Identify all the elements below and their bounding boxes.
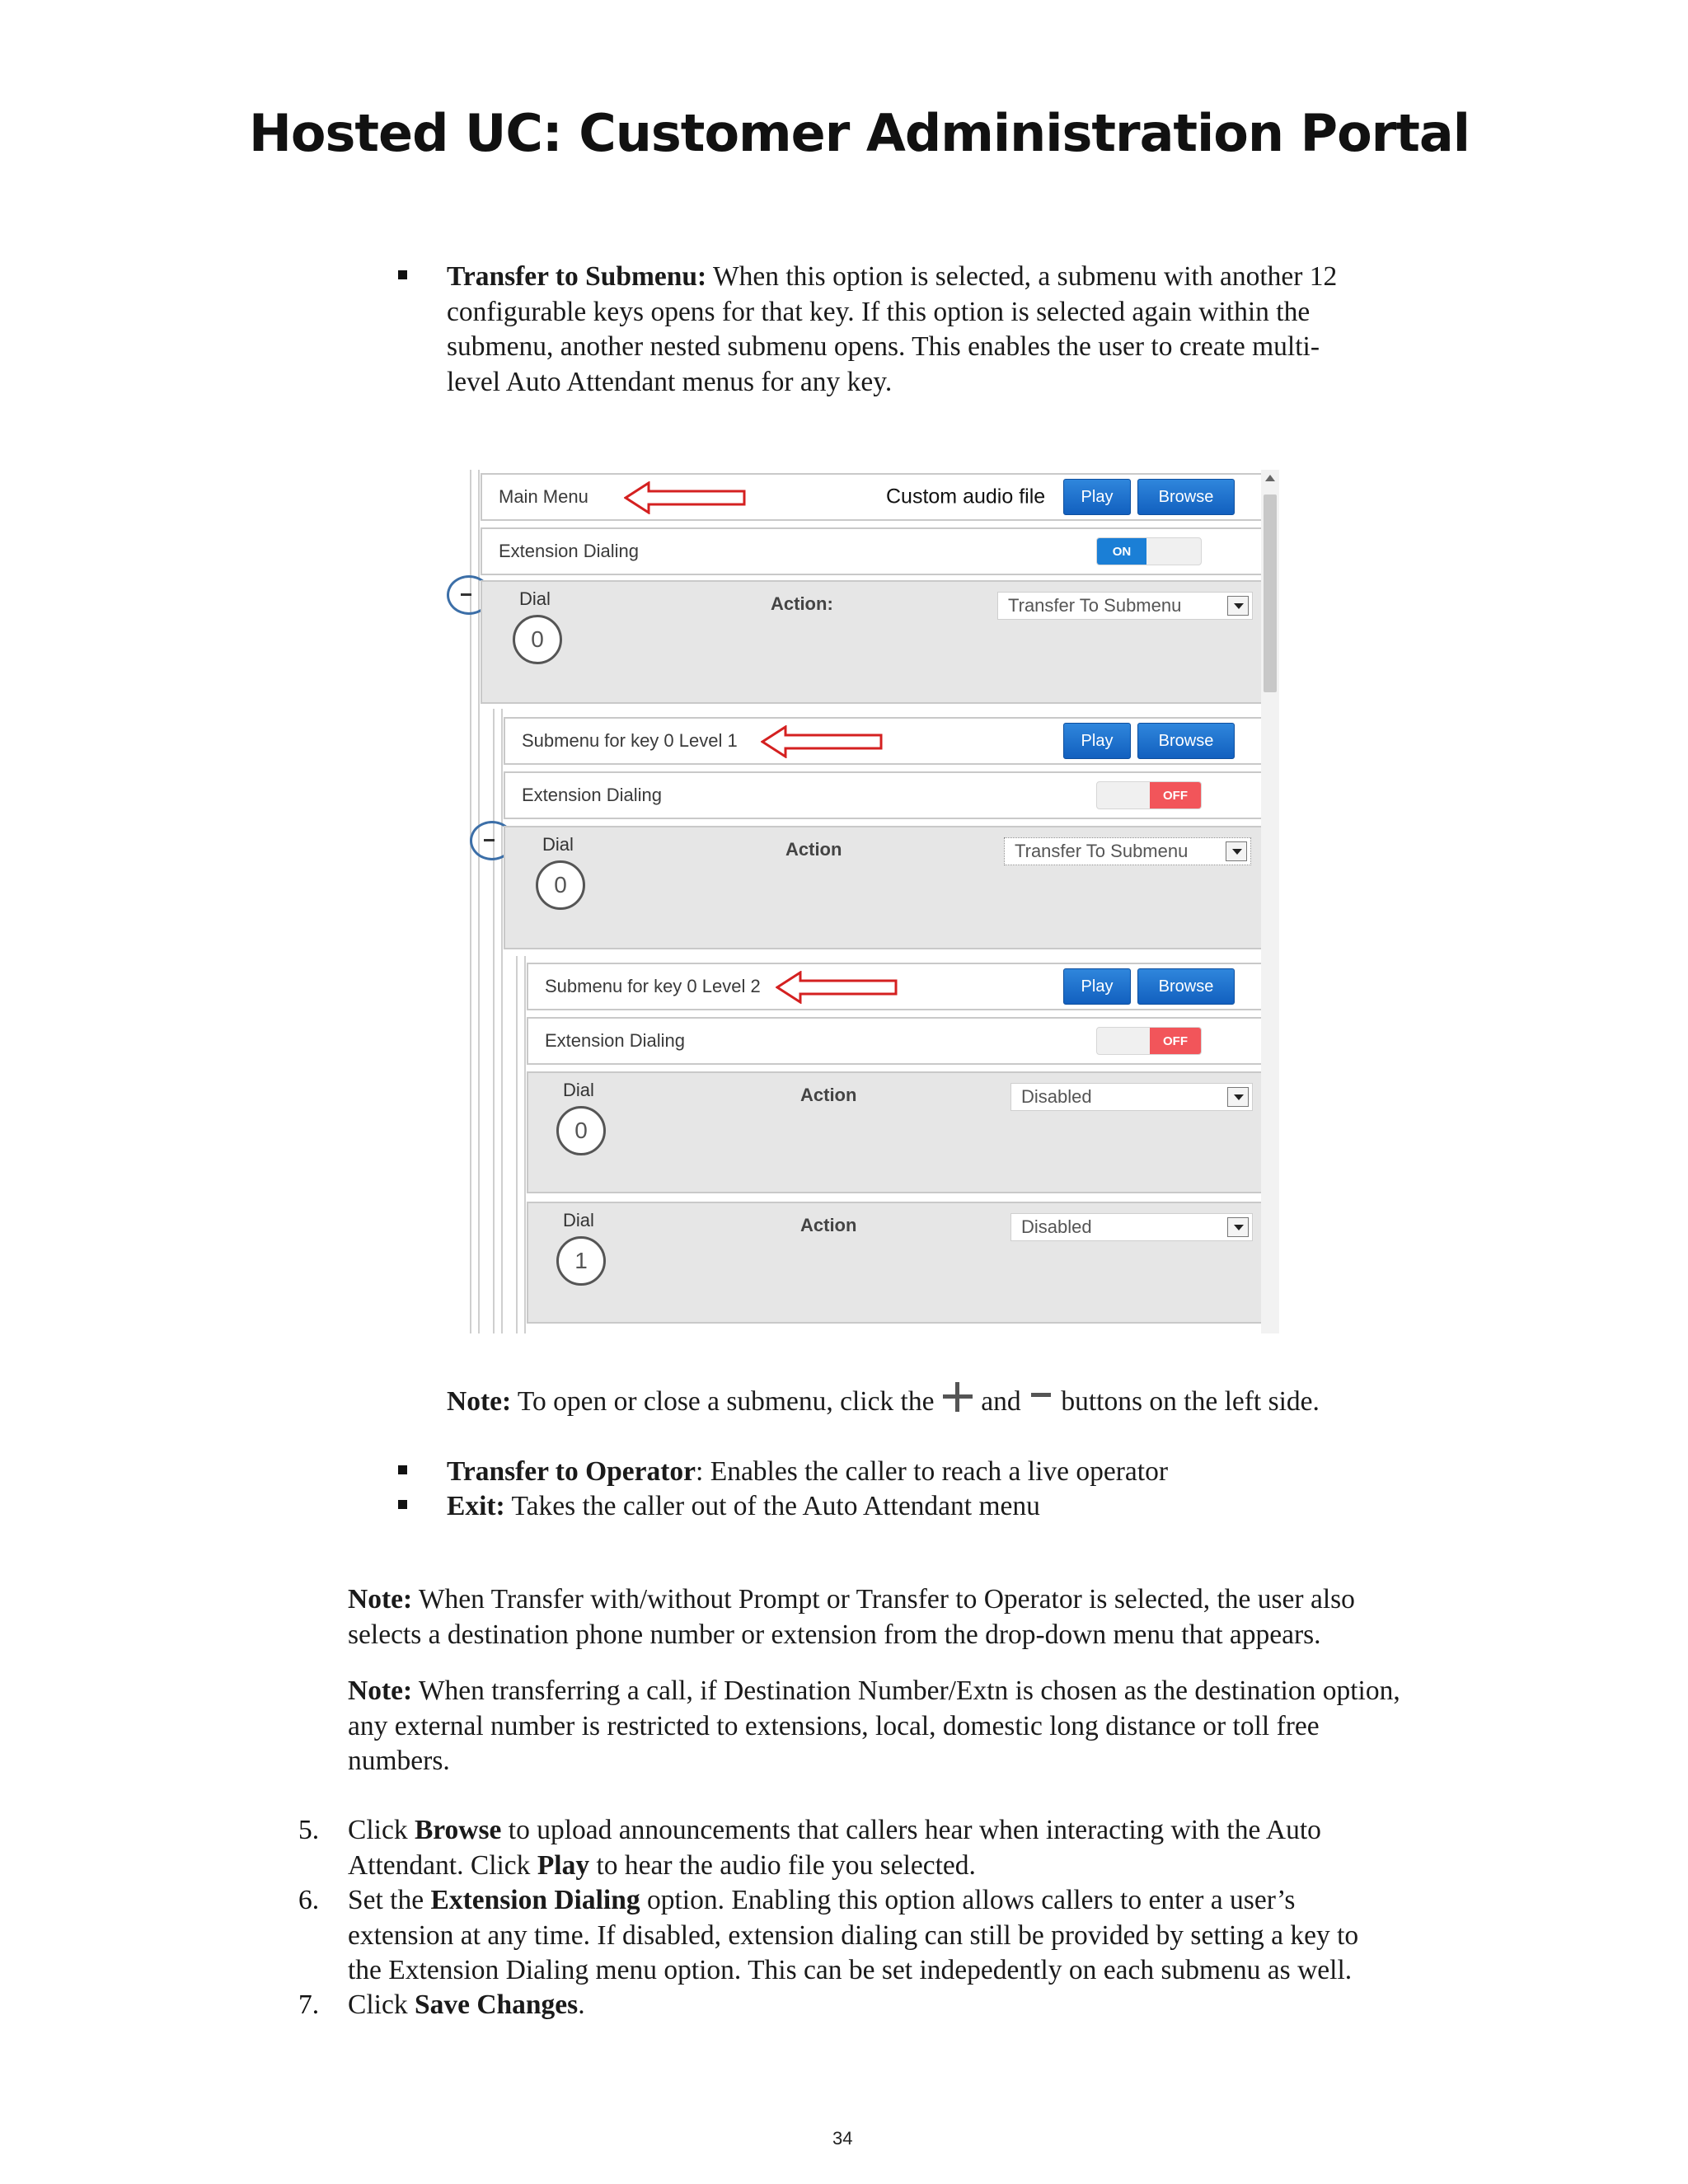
extension-dialing-toggle[interactable] xyxy=(1096,537,1202,565)
dial-panel xyxy=(504,826,1264,949)
custom-audio-label: Custom audio file xyxy=(886,485,1046,509)
step-text: to hear the audio file you selected. xyxy=(589,1849,976,1881)
action-select[interactable] xyxy=(1004,837,1251,865)
dial-label: Dial xyxy=(519,588,551,609)
dial-key-circle: 0 xyxy=(556,1106,606,1155)
step-text: extension at any time. If disabled, extension dialing can still be provided by setting a key to xyxy=(348,1919,1359,1951)
action-label: Action xyxy=(800,1085,857,1105)
dial-key-circle: 0 xyxy=(513,615,562,664)
step-text: Set the xyxy=(348,1885,431,1915)
bullet-transfer-operator xyxy=(447,1455,1518,1490)
note-destination xyxy=(348,1674,1502,1779)
plus-icon xyxy=(941,1379,974,1415)
step-text: . xyxy=(578,1990,585,2020)
note-transfer xyxy=(348,1582,1502,1652)
play-button[interactable]: Play xyxy=(1063,968,1131,1005)
nesting-rail xyxy=(516,956,518,1333)
auto-attendant-screenshot xyxy=(462,470,1286,1333)
toggle-on-label: ON xyxy=(1097,538,1146,565)
extension-dialing-row xyxy=(481,527,1264,575)
note-label: Note: xyxy=(447,1386,512,1417)
action-select-value: Transfer To Submenu xyxy=(1008,595,1182,616)
submenu-label: Submenu for key 0 Level 1 xyxy=(522,730,738,751)
bullet-marker xyxy=(398,1465,407,1474)
toggle-off-label: OFF xyxy=(1150,782,1201,808)
dial-label: Dial xyxy=(563,1080,594,1100)
nesting-rail xyxy=(524,956,526,1333)
step-bold: Play xyxy=(537,1849,590,1881)
play-button[interactable]: Play xyxy=(1063,479,1131,515)
extension-dialing-row xyxy=(504,771,1264,819)
note-label: Note: xyxy=(348,1675,413,1706)
page-title: Hosted UC: Customer Administration Portal xyxy=(249,103,1470,163)
submenu-level-2-row xyxy=(527,963,1264,1010)
extension-dialing-toggle[interactable] xyxy=(1096,1027,1202,1055)
note-text: buttons on the left side. xyxy=(1054,1386,1320,1417)
main-menu-row xyxy=(481,473,1264,521)
chevron-down-icon[interactable] xyxy=(1226,841,1247,861)
step-text: to upload announcements that callers hear when interacting with the Auto xyxy=(501,1815,1321,1845)
vertical-scrollbar[interactable] xyxy=(1261,470,1279,1333)
extension-dialing-row xyxy=(527,1017,1264,1065)
submenu-label: Submenu for key 0 Level 2 xyxy=(545,976,761,996)
dial-panel xyxy=(527,1202,1264,1324)
dial-key-circle: 1 xyxy=(556,1236,606,1286)
step-text: Attendant. Click xyxy=(348,1849,537,1881)
step-number: 7. xyxy=(298,1990,320,2020)
extension-dialing-label: Extension Dialing xyxy=(545,1030,685,1051)
play-button[interactable]: Play xyxy=(1063,723,1131,759)
red-arrow-icon xyxy=(776,971,899,1004)
dial-panel xyxy=(527,1071,1264,1193)
bullet-text: : Enables the caller to reach a live operator xyxy=(696,1456,1168,1487)
chevron-down-icon[interactable] xyxy=(1227,1217,1249,1237)
dial-label: Dial xyxy=(542,834,574,855)
page-number: 34 xyxy=(832,2128,853,2149)
step-text: the Extension Dialing menu option. This can be set indepedently on each submenu as well. xyxy=(348,1955,1353,1985)
bullet-term: Transfer to Submenu: xyxy=(447,261,707,292)
bullet-text: configurable keys opens for that key. If this option is selected again within the xyxy=(447,296,1311,327)
browse-button[interactable]: Browse xyxy=(1137,723,1235,759)
note-text: and xyxy=(973,1386,1028,1417)
step-bold: Extension Dialing xyxy=(430,1885,640,1915)
note-text: selects a destination phone number or extension from the drop-down menu that appears. xyxy=(348,1619,1321,1650)
bullet-text: When this option is selected, a submenu with another 12 xyxy=(706,261,1338,292)
step-text: Click xyxy=(348,1815,415,1845)
note-text: any external number is restricted to extensions, local, domestic long distance or toll free xyxy=(348,1710,1320,1741)
browse-button[interactable]: Browse xyxy=(1137,968,1235,1005)
step-number: 6. xyxy=(298,1885,320,1915)
action-select[interactable] xyxy=(1010,1083,1253,1111)
dial-panel xyxy=(481,580,1264,704)
note-text: numbers. xyxy=(348,1746,450,1776)
step-5 xyxy=(348,1813,1502,1883)
note-label: Note: xyxy=(348,1584,413,1615)
toggle-off-label: OFF xyxy=(1150,1028,1201,1054)
bullet-marker xyxy=(398,270,407,279)
bullet-text: submenu, another nested submenu opens. This enables the user to create multi- xyxy=(447,331,1320,362)
step-bold: Save Changes xyxy=(414,1990,579,2020)
note-text: When transferring a call, if Destination Number/Extn is chosen as the destination option, xyxy=(412,1675,1400,1706)
action-select[interactable] xyxy=(1010,1213,1253,1241)
minus-icon xyxy=(1028,1385,1054,1409)
extension-dialing-toggle[interactable] xyxy=(1096,781,1202,809)
red-arrow-icon xyxy=(761,725,884,758)
step-bold: Browse xyxy=(414,1815,502,1845)
dial-label: Dial xyxy=(563,1210,594,1230)
nesting-rail xyxy=(501,709,503,1333)
step-text: option. Enabling this option allows callers to enter a user’s xyxy=(640,1885,1296,1915)
extension-dialing-label: Extension Dialing xyxy=(522,785,662,805)
bullet-term: Transfer to Operator xyxy=(447,1456,696,1487)
step-text: Click xyxy=(348,1990,415,2020)
bullet-term: Exit: xyxy=(447,1491,505,1521)
note-submenu-buttons xyxy=(447,1385,1518,1422)
scroll-up-arrow-icon[interactable] xyxy=(1265,475,1275,481)
note-text: To open or close a submenu, click the xyxy=(511,1386,941,1417)
action-label: Action xyxy=(785,839,842,860)
step-6 xyxy=(348,1883,1502,1989)
chevron-down-icon[interactable] xyxy=(1227,596,1249,616)
bullet-transfer-submenu xyxy=(447,260,1477,400)
dial-key-circle: 0 xyxy=(536,860,585,910)
action-select[interactable] xyxy=(997,592,1253,620)
bullet-exit xyxy=(447,1489,1518,1525)
main-menu-label: Main Menu xyxy=(499,486,588,507)
red-arrow-icon xyxy=(624,481,748,514)
extension-dialing-label: Extension Dialing xyxy=(499,541,639,561)
browse-button[interactable]: Browse xyxy=(1137,479,1235,515)
nesting-rail xyxy=(493,709,495,1333)
action-label: Action: xyxy=(771,593,833,614)
action-select-value: Disabled xyxy=(1021,1086,1092,1107)
action-select-value: Transfer To Submenu xyxy=(1015,841,1189,861)
submenu-level-1-row xyxy=(504,717,1264,765)
bullet-text: level Auto Attendant menus for any key. xyxy=(447,366,893,397)
action-select-value: Disabled xyxy=(1021,1216,1092,1237)
step-7 xyxy=(348,1988,1502,2023)
bullet-text: Takes the caller out of the Auto Attendant menu xyxy=(504,1491,1040,1521)
bullet-marker xyxy=(398,1500,407,1509)
step-number: 5. xyxy=(298,1815,320,1845)
action-label: Action xyxy=(800,1215,857,1235)
chevron-down-icon[interactable] xyxy=(1227,1087,1249,1107)
note-text: When Transfer with/without Prompt or Transfer to Operator is selected, the user also xyxy=(412,1584,1355,1615)
scroll-thumb[interactable] xyxy=(1264,494,1277,692)
